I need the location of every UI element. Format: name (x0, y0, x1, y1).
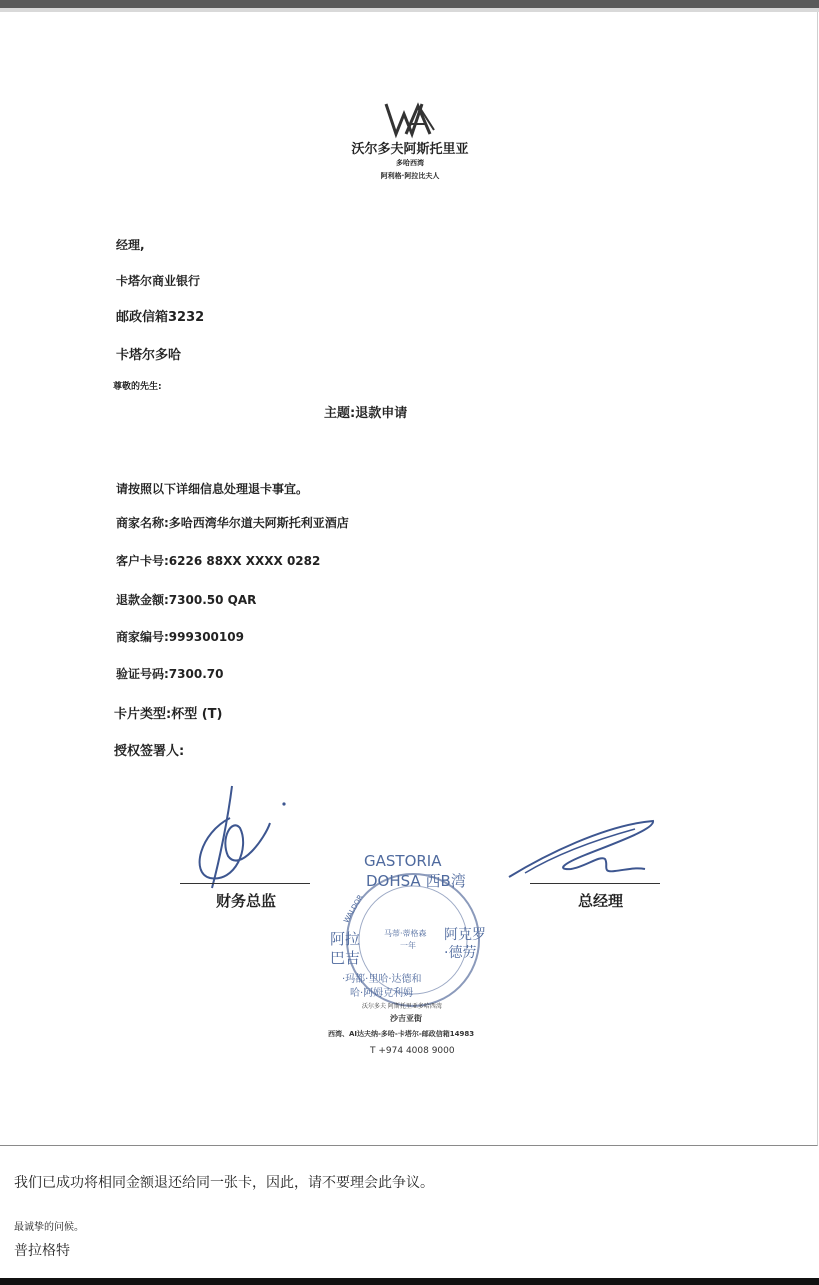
general-manager-label: 总经理 (578, 892, 624, 910)
footer-street: 沙吉亚街 (390, 1014, 422, 1023)
stamp-bottom-2: 哈·阿姆克利姆 (350, 988, 414, 999)
footer-phone: T +974 4008 9000 (370, 1046, 455, 1056)
right-signature-line (530, 883, 660, 884)
stamp-line-2: DOHSA 西B湾 (366, 872, 466, 890)
footer-address: 西湾、AI达夫纳-多哈-卡塔尔-邮政信箱14983 (328, 1030, 475, 1038)
stamp-left-2: 巴吉 (330, 949, 361, 967)
footer-hotel: 沃尔多夫 阿斯托里亚多哈西湾 (362, 1003, 442, 1010)
stamp-arc-text: WALDOR (342, 893, 365, 925)
body-intro: 请按照以下详细信息处理退卡事宜。 (116, 482, 309, 496)
stamp-center-1: 马蒂·蒂格森 (384, 929, 427, 938)
verification-number: 验证号码:7300.70 (116, 667, 224, 681)
message-closing: 最诚挚的问候。 (14, 1222, 84, 1233)
message-body: 我们已成功将相同金额退还给同一张卡，因此，请不要理会此争议。 (14, 1175, 434, 1191)
card-number: 客户卡号:6226 88XX XXXX 0282 (116, 554, 321, 568)
hotel-logo (384, 100, 436, 140)
message-sender: 普拉格特 (14, 1243, 70, 1259)
subject-line: 主题:退款申请 (324, 406, 408, 421)
hotel-address-line: 阿利格·阿拉比夫人 (380, 172, 440, 180)
left-signature-line (180, 883, 310, 884)
recipient-title: 经理, (116, 238, 145, 252)
stamp-left-1: 阿拉 (330, 930, 361, 948)
finance-director-label: 财务总监 (216, 892, 277, 910)
stamp-center-2: 一年 (400, 941, 416, 950)
top-edge (0, 0, 819, 8)
stamp-right-2: ·德劳 (444, 945, 477, 961)
bottom-edge (0, 1278, 819, 1285)
stamp-line-1: GASTORIA (364, 852, 442, 870)
general-manager-signature (505, 815, 660, 885)
authorized-signatory: 授权签署人: (114, 744, 185, 759)
recipient-bank: 卡塔尔商业银行 (116, 274, 201, 288)
company-stamp (328, 850, 498, 1010)
recipient-po-box: 邮政信箱3232 (116, 310, 205, 325)
merchant-name: 商家名称:多哈西湾华尔道夫阿斯托利亚酒店 (116, 516, 349, 530)
merchant-id: 商家编号:999300109 (116, 630, 244, 644)
stamp-bottom-1: ·玛都·里哈·达德和 (342, 974, 422, 985)
stamp-right-1: 阿克罗 (444, 927, 486, 943)
card-type: 卡片类型:杯型 (T) (114, 707, 223, 722)
finance-director-signature (180, 778, 300, 893)
recipient-city: 卡塔尔多哈 (116, 348, 182, 363)
hotel-location: 多哈西湾 (396, 159, 424, 167)
hotel-name: 沃尔多夫阿斯托里亚 (351, 142, 469, 157)
salutation: 尊敬的先生: (113, 382, 162, 392)
refund-amount: 退款金额:7300.50 QAR (116, 593, 257, 607)
